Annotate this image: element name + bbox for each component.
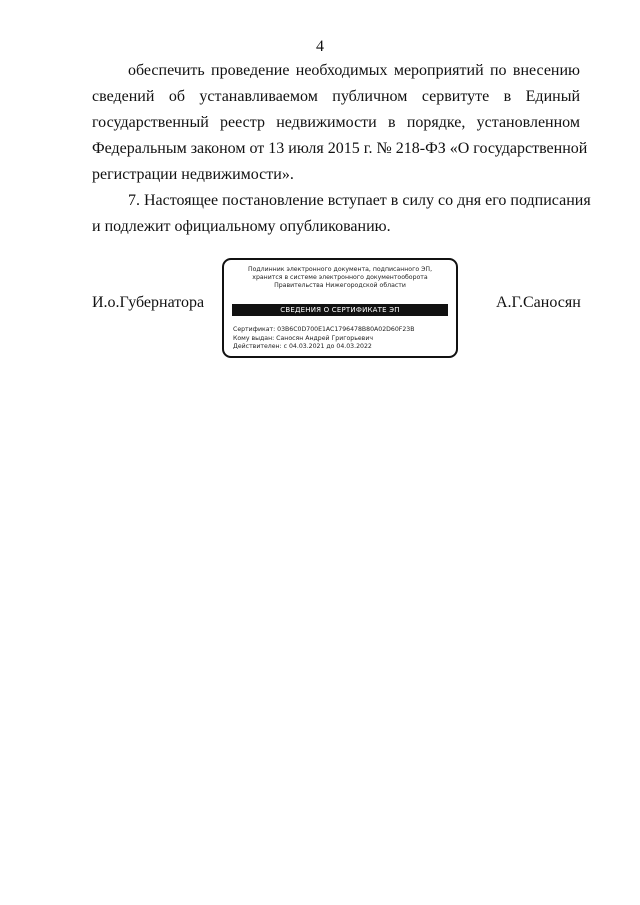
paragraph-line: регистрации недвижимости». — [92, 166, 294, 183]
paragraph-line: 7. Настоящее постановление вступает в силу со дня его подписания — [128, 192, 591, 209]
signatory-name: А.Г.Саносян — [496, 294, 581, 311]
page-number: 4 — [316, 38, 324, 55]
certificate-serial: Сертификат: 03B6C0D700E1AC1796478B80A02D60F23B — [233, 326, 415, 333]
certificate-header — [224, 266, 456, 290]
certificate-owner: Кому выдан: Саносян Андрей Григорьевич — [233, 334, 373, 342]
certificate-title-bar: СВЕДЕНИЯ О СЕРТИФИКАТЕ ЭП — [232, 304, 448, 316]
paragraph-2 — [92, 188, 591, 240]
paragraph-1 — [92, 58, 588, 188]
signatory-position: И.о.Губернатора — [92, 294, 205, 311]
certificate-details — [233, 326, 414, 352]
certificate-header-line: Подлинник электронного документа, подписанного ЭП, — [247, 266, 433, 273]
paragraph-line: Федеральным законом от 13 июля 2015 г. № 218-ФЗ «О государственной — [92, 140, 588, 157]
paragraph-line: обеспечить проведение необходимых мероприятий по внесению — [128, 62, 580, 79]
paragraph-line: и подлежит официальному опубликованию. — [92, 218, 391, 235]
paragraph-line: государственный реестр недвижимости в порядке, установленном — [92, 114, 580, 131]
certificate-validity: Действителен: с 04.03.2021 до 04.03.2022 — [233, 343, 372, 351]
signature-certificate-stamp — [222, 258, 458, 358]
certificate-header-line: хранится в системе электронного документооборота — [252, 274, 428, 281]
certificate-header-line: Правительства Нижегородской области — [274, 282, 406, 289]
paragraph-line: сведений об устанавливаемом публичном сервитуте в Единый — [92, 88, 580, 105]
